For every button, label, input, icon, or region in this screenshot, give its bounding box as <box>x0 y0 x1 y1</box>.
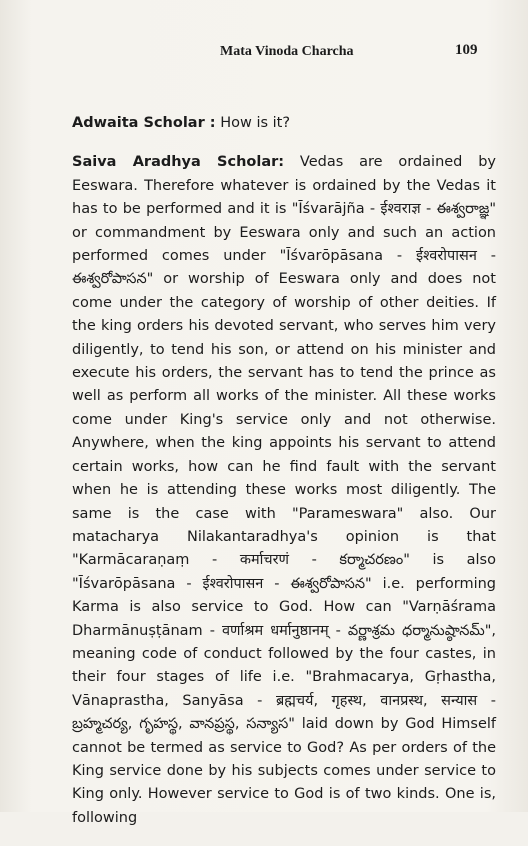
speaker-saiva: Saiva Aradhya Scholar: <box>72 154 285 171</box>
speech-adwaita: How is it? <box>220 115 291 131</box>
running-header-title: Mata Vinoda Charcha <box>220 44 354 59</box>
speech-saiva: Vedas are ordained by Eeswara. Therefore whatever is ordained by the Vedas it has to be performed and it is "Īśvarājña - ईश्वराज्ञ - ఈశ్వరాజ్ఞ" or commandment by Eeswara only and such an action performed comes under "Īśvarōpāsana - ईश्वरोपासन - ఈశ్వరోపాసన" or worship of Eeswara only and does not come under the category of worship of other deities. If the king orders his devoted servant, who serves him very diligently, to tend his son, or attend on his minister and execute his orders, the servant has to tend the prince as well as perform all works of the minister. All these works come under King's service only and not otherwise. Anywhere, when the king appoints his servant to attend certain works, how can he find fault with the servant when he is attending these works most diligently. The same is the case with "Parameswara" also. Our matacharya Nilakantaradhya's opinion is that "Karmācaraṇaṃ - कर्माचरणं - కర్మాచరణం" is also "Īśvarōpāsana - ईश्वरोपासन - ఈశ్వరోపాసన" i.e. performing Karma is also service to God. How can "Varṇāśrama Dharmānuṣṭānam - वर्णाश्रम धर्मानुष्ठानम् - వర్ణాశ్రమ ధర్మానుష్ఠానమ్", meaning code of conduct followed by the four castes, in their four stages of life i.e. "Brahmacarya, Gṛhastha, Vānaprastha, Sanyāsa - ब्रह्मचर्य, गृहस्थ, वानप्रस्थ, सन्यास - బ్రహ్మచర్య, గృహస్థ, వానప్రస్థ, సన్యాస" laid down by God Himself cannot be termed as service to God? As per orders of the King service done by his subjects comes under service to King only. However service to God is of two kinds. One is, following <box>72 154 497 826</box>
page-number: 109 <box>455 42 478 58</box>
speaker-adwaita: Adwaita Scholar : <box>72 115 216 131</box>
dialogue-line-1 <box>72 112 496 135</box>
page-body <box>72 112 496 846</box>
dialogue-line-2 <box>72 151 496 830</box>
